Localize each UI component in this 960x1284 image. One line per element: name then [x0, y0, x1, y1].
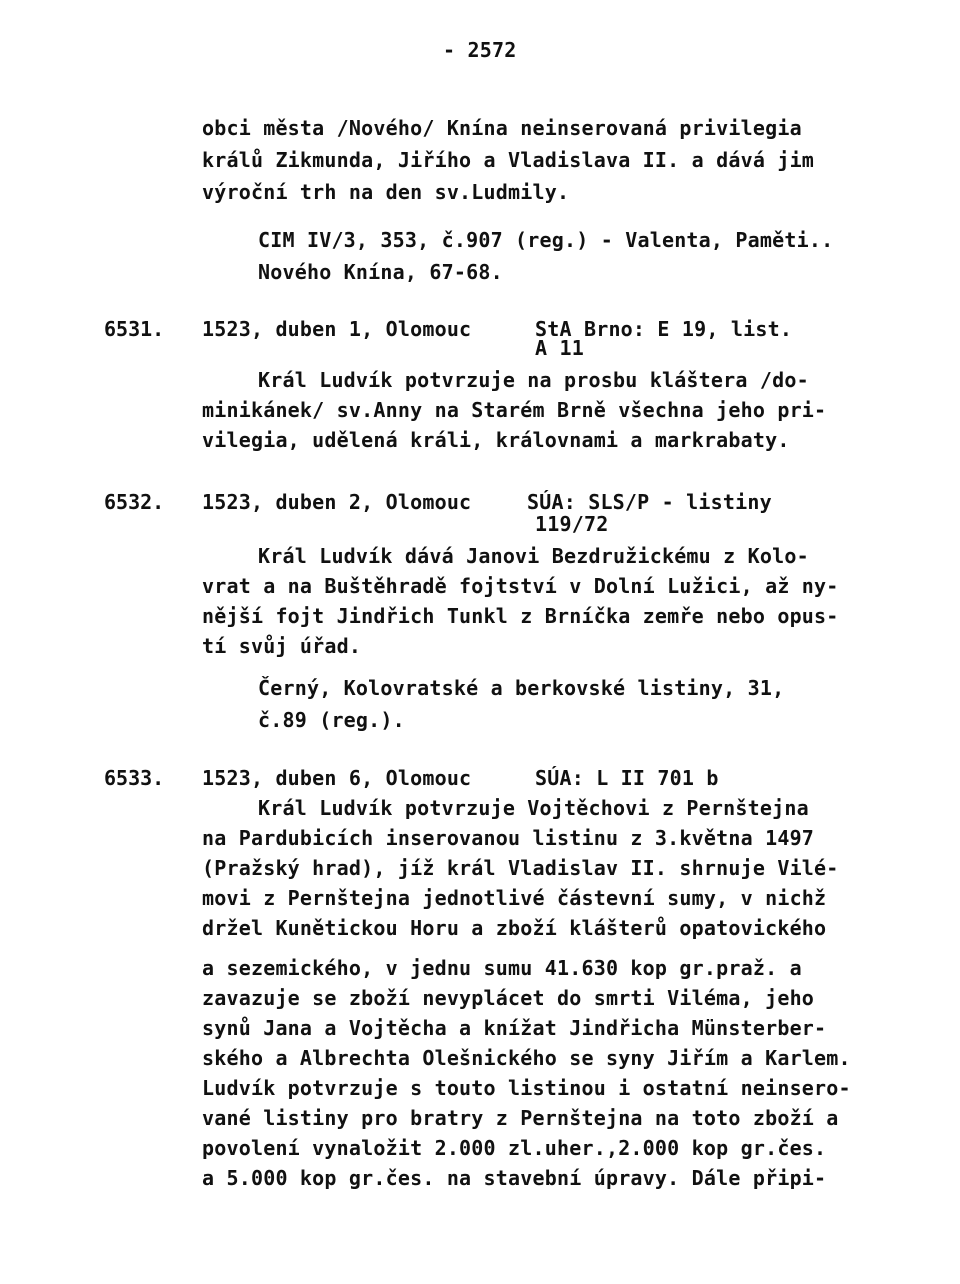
- entry-body-line: Král Ludvík potvrzuje Vojtěchovi z Pernštejna: [258, 796, 809, 820]
- entry-body-line: Král Ludvík dává Janovi Bezdružickému z Kolo-: [258, 544, 809, 568]
- entry-date-place: 1523, duben 6, Olomouc: [202, 766, 472, 790]
- entry-body-line: nější fojt Jindřich Tunkl z Brníčka zemře nebo opus-: [202, 604, 839, 628]
- intro-body-line: obci města /Nového/ Knína neinserovaná privilegia: [202, 116, 802, 140]
- entry-body-line: a 5.000 kop gr.čes. na stavební úpravy. Dále připi-: [202, 1166, 827, 1190]
- entry-archive-line: SÚA: L II 701 b: [535, 766, 719, 790]
- entry-body-line: minikánek/ sv.Anny na Starém Brně všechna jeho pri-: [202, 398, 827, 422]
- entry-body-line: povolení vynaložit 2.000 zl.uher.,2.000 kop gr.čes.: [202, 1136, 827, 1160]
- entry-body-line: movi z Pernštejna jednotlivé částevní sumy, v nichž: [202, 886, 827, 910]
- intro-body-line: výroční trh na den sv.Ludmily.: [202, 180, 570, 204]
- entry-archive-line: SÚA: SLS/P - listiny: [527, 490, 772, 514]
- entry-body-line: ského a Albrechta Olešnického se syny Jiřím a Karlem.: [202, 1046, 851, 1070]
- intro-source-line: Nového Knína, 67-68.: [258, 260, 503, 284]
- entry-body-line: držel Kunětickou Horu a zboží klášterů opatovického: [202, 916, 827, 940]
- entry-body-line: a sezemického, v jednu sumu 41.630 kop gr.praž. a: [202, 956, 802, 980]
- entry-body-line: vilegia, udělená králi, královnami a markrabaty.: [202, 428, 790, 452]
- entry-date-place: 1523, duben 2, Olomouc: [202, 490, 472, 514]
- entry-body-line: synů Jana a Vojtěcha a knížat Jindřicha Münsterber-: [202, 1016, 827, 1040]
- entry-archive-line: 119/72: [535, 512, 609, 536]
- entry-body-line: tí svůj úřad.: [202, 634, 362, 658]
- entry-body-line: na Pardubicích inserovanou listinu z 3.května 1497: [202, 826, 815, 850]
- entry-date-place: 1523, duben 1, Olomouc: [202, 317, 472, 341]
- entry-body-line: zavazuje se zboží nevyplácet do smrti Viléma, jeho: [202, 986, 815, 1010]
- entry-body-line: Ludvík potvrzuje s touto listinou i ostatní neinsero-: [202, 1076, 851, 1100]
- entry-body-line: Král Ludvík potvrzuje na prosbu kláštera /do-: [258, 368, 809, 392]
- intro-body-line: králů Zikmunda, Jiřího a Vladislava II. a dává jim: [202, 148, 815, 172]
- page-number: - 2572: [443, 38, 517, 62]
- intro-source-line: CIM IV/3, 353, č.907 (reg.) - Valenta, Paměti..: [258, 228, 834, 252]
- entry-number: 6533.: [104, 766, 165, 790]
- entry-body-line: vané listiny pro bratry z Pernštejna na toto zboží a: [202, 1106, 839, 1130]
- entry-source-line: Černý, Kolovratské a berkovské listiny, 31,: [258, 676, 785, 700]
- entry-source-line: č.89 (reg.).: [258, 708, 405, 732]
- entry-body-line: (Pražský hrad), jíž král Vladislav II. shrnuje Vilé-: [202, 856, 839, 880]
- entry-number: 6531.: [104, 317, 165, 341]
- entry-number: 6532.: [104, 490, 165, 514]
- entry-archive-line: StA Brno: E 19, list.: [535, 317, 793, 341]
- entry-body-line: vrat a na Buštěhradě fojtství v Dolní Lužici, až ny-: [202, 574, 839, 598]
- entry-archive-line: A 11: [535, 336, 584, 360]
